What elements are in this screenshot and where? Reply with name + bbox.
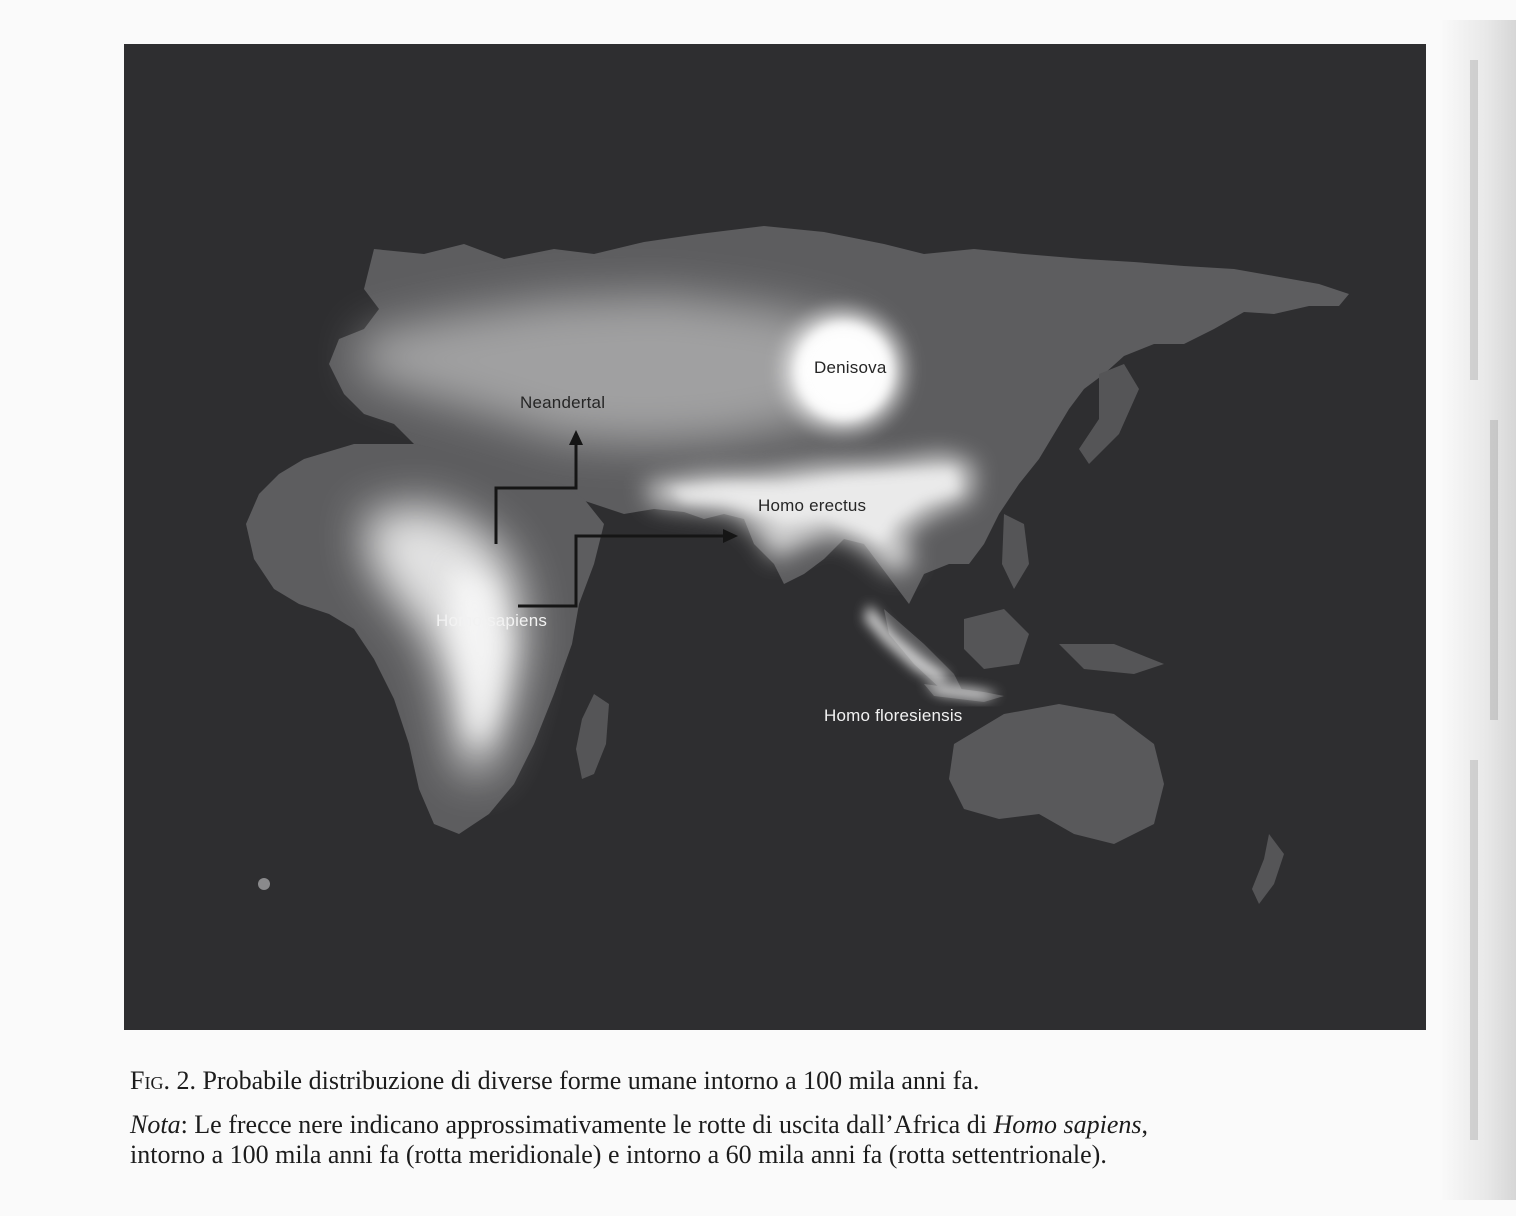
- note-species-name: Homo sapiens: [993, 1110, 1142, 1139]
- map-figure: [124, 44, 1426, 1030]
- note-text-start: : Le frecce nere indicano approssimativamente le rotte di uscita dall’Africa di: [180, 1110, 994, 1139]
- figure-number: Fig. 2.: [130, 1066, 196, 1095]
- figure-caption: [130, 1066, 1450, 1096]
- label-denisova: Denisova: [814, 358, 887, 377]
- philippines-island: [1002, 514, 1029, 589]
- label-homo-floresiensis: Homo floresiensis: [824, 706, 963, 725]
- label-homo-erectus: Homo erectus: [758, 496, 867, 515]
- australia-landmass: [949, 704, 1164, 844]
- africa-landmass: [246, 444, 604, 834]
- page-bleed-through: [1440, 20, 1516, 1200]
- label-neandertal: Neandertal: [520, 393, 606, 412]
- madagascar-landmass: [576, 694, 609, 779]
- figure-title: Probabile distribuzione di diverse forme umane intorno a 100 mila anni fa.: [202, 1066, 980, 1095]
- figure-note-line-2: [130, 1140, 1450, 1170]
- borneo-island: [964, 609, 1029, 669]
- new-zealand-island: [1252, 834, 1284, 904]
- world-map: [124, 44, 1426, 1030]
- atlantic-island: [258, 878, 270, 890]
- note-text-routes: intorno a 100 mila anni fa (rotta meridionale) e intorno a 60 mila anni fa (rotta settentrionale).: [130, 1140, 1107, 1169]
- label-homo-sapiens: Homo sapiens: [436, 611, 548, 630]
- new-guinea-island: [1059, 644, 1164, 674]
- note-text-comma: ,: [1141, 1110, 1149, 1139]
- figure-note-line-1: [130, 1110, 1450, 1140]
- note-label: Nota: [130, 1110, 181, 1139]
